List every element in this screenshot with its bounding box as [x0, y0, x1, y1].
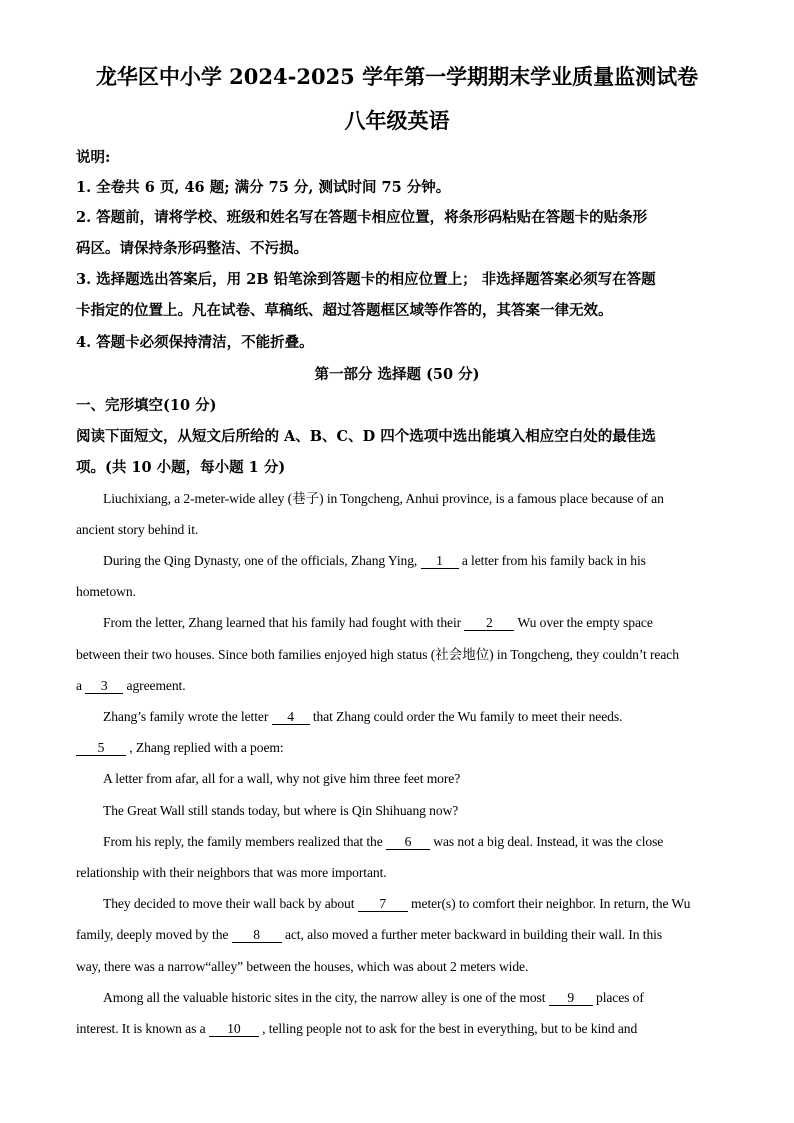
instruction-item-4: 4. 答题卡必须保持清洁，不能折叠。 — [76, 334, 314, 351]
passage-line — [103, 989, 644, 1007]
passage-text: , telling people not to ask for the best in everything, but to be kind and — [258, 1021, 638, 1036]
passage-text: During the Qing Dynasty, one of the officials, Zhang Ying, — [103, 553, 421, 568]
section-title: 一、完形填空(10 分) — [76, 397, 217, 414]
passage-line — [103, 552, 646, 570]
instruction-item-3b: 卡指定的位置上。凡在试卷、草稿纸、超过答题框区域等作答的，其答案一律无效。 — [76, 302, 613, 319]
blank-6: 6 — [386, 834, 430, 850]
instruction-item-2b: 码区。请保持条形码整洁、不污损。 — [76, 240, 308, 257]
passage-text: They decided to move their wall back by about — [103, 896, 358, 911]
exam-subject: 八年级英语 — [344, 108, 450, 133]
passage-text: Among all the valuable historic sites in the city, the narrow alley is one of the most — [103, 990, 549, 1005]
passage-text: family, deeply moved by the — [76, 927, 232, 942]
blank-5: 5 — [76, 740, 126, 756]
directions-line-1: 阅读下面短文，从短文后所给的 A、B、C、D 四个选项中选出能填入相应空白处的最佳选 — [76, 428, 656, 445]
blank-2: 2 — [464, 615, 514, 631]
passage-text: that Zhang could order the Wu family to meet their needs. — [309, 709, 623, 724]
passage-text: Zhang’s family wrote the letter — [103, 709, 272, 724]
passage-line: Liuchixiang, a 2-meter-wide alley (巷子) in Tongcheng, Anhui province, is a famous place because of an — [103, 491, 664, 506]
part-heading: 第一部分 选择题 (50 分) — [314, 366, 480, 383]
passage-text: places of — [592, 990, 644, 1005]
blank-4: 4 — [272, 709, 310, 725]
passage-text: a letter from his family back in his — [458, 553, 646, 568]
passage-line — [103, 895, 690, 913]
passage-text: From his reply, the family members realized that the — [103, 834, 386, 849]
passage-line — [76, 739, 284, 757]
passage-line: relationship with their neighbors that was more important. — [76, 865, 387, 880]
exam-title: 龙华区中小学 2024-2025 学年第一学期期末学业质量监测试卷 — [95, 64, 699, 89]
passage-text: was not a big deal. Instead, it was the close — [429, 834, 664, 849]
passage-line — [103, 833, 663, 851]
passage-text: a — [76, 678, 86, 693]
passage-text: interest. It is known as a — [76, 1021, 209, 1036]
blank-3: 3 — [85, 678, 123, 694]
passage-text: , Zhang replied with a poem: — [126, 740, 284, 755]
blank-7: 7 — [358, 896, 408, 912]
passage-line — [103, 708, 622, 726]
passage-line: way, there was a narrow“alley” between the houses, which was about 2 meters wide. — [76, 959, 529, 974]
passage-line — [103, 614, 653, 632]
passage-line: between their two houses. Since both families enjoyed high status (社会地位) in Tongcheng, they couldn’t reach — [76, 647, 679, 662]
blank-9: 9 — [549, 990, 593, 1006]
instruction-item-3a: 3. 选择题选出答案后，用 2B 铅笔涂到答题卡的相应位置上； 非选择题答案必须写在答题 — [76, 271, 656, 288]
passage-line: hometown. — [76, 584, 136, 599]
instruction-item-1: 1. 全卷共 6 页, 46 题; 满分 75 分, 测试时间 75 分钟。 — [76, 179, 451, 196]
blank-8: 8 — [232, 927, 282, 943]
passage-line: ancient story behind it. — [76, 522, 199, 537]
instructions-label: 说明: — [76, 149, 111, 166]
passage-line — [76, 1020, 637, 1038]
passage-text: From the letter, Zhang learned that his family had fought with their — [103, 615, 465, 630]
passage-text: Wu over the empty space — [514, 615, 653, 630]
poem-line-1: A letter from afar, all for a wall, why not give him three feet more? — [103, 771, 461, 786]
instruction-item-2a: 2. 答题前，请将学校、班级和姓名写在答题卡相应位置，将条形码粘贴在答题卡的贴条形 — [76, 209, 648, 226]
poem-line-2: The Great Wall still stands today, but where is Qin Shihuang now? — [103, 803, 459, 818]
passage-line — [76, 926, 662, 944]
directions-line-2: 项。(共 10 小题，每小题 1 分) — [76, 459, 286, 476]
blank-1: 1 — [421, 553, 459, 569]
blank-10: 10 — [209, 1021, 259, 1037]
passage-line — [76, 677, 186, 695]
passage-text: agreement. — [123, 678, 186, 693]
passage-text: act, also moved a further meter backward in building their wall. In this — [281, 927, 663, 942]
passage-text: meter(s) to comfort their neighbor. In return, the Wu — [407, 896, 691, 911]
